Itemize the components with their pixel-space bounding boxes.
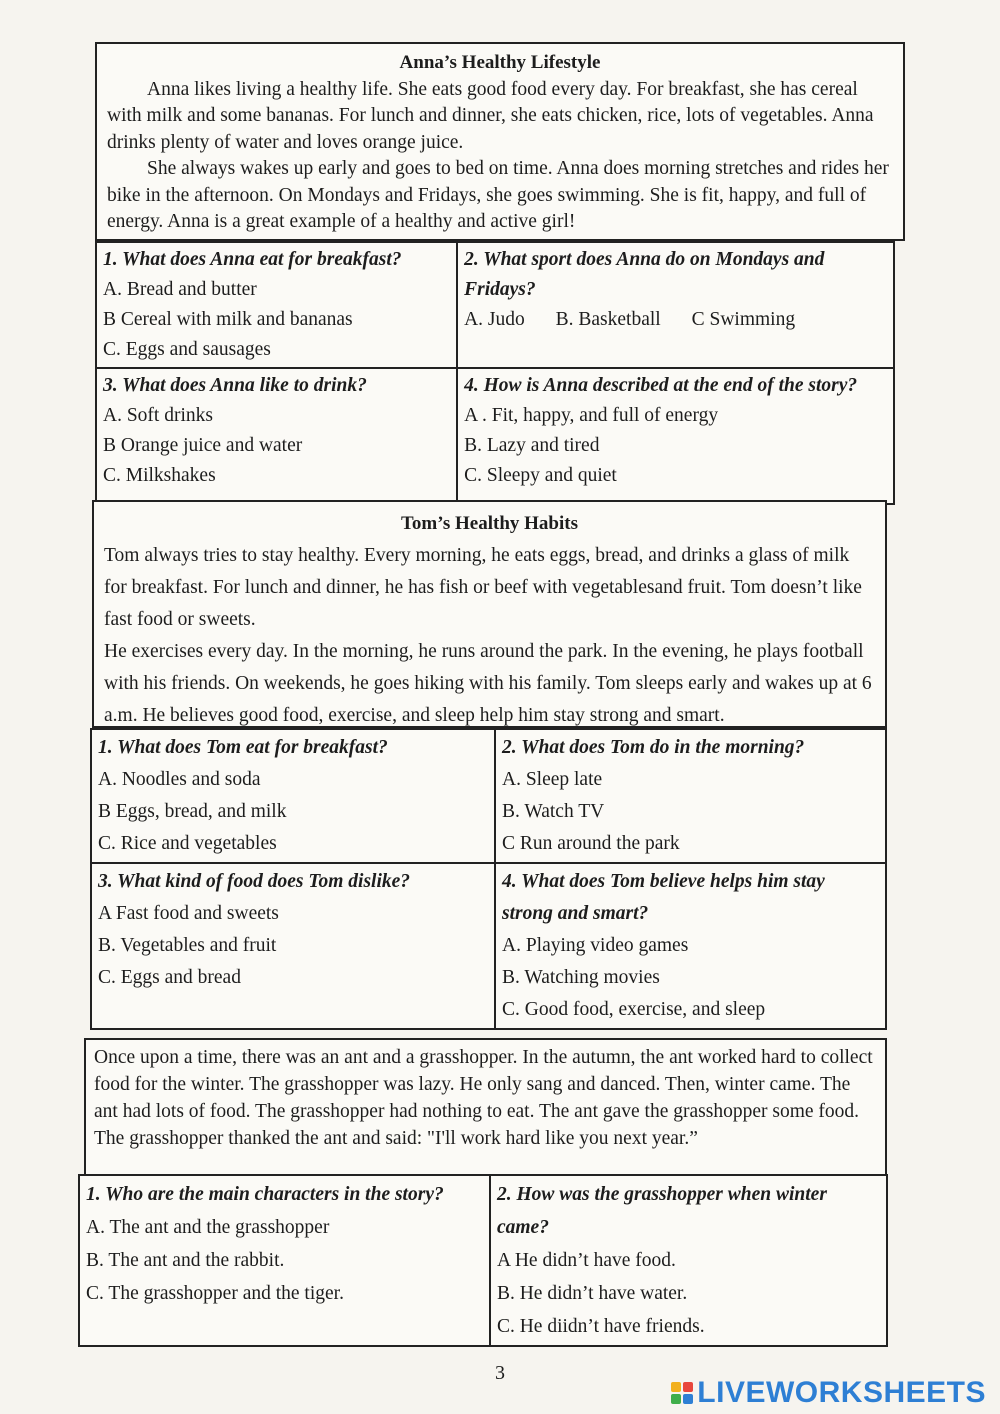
logo-square-4	[683, 1394, 693, 1404]
option-a[interactable]: A Fast food and sweets	[98, 903, 279, 924]
option-b[interactable]: B. The ant and the rabbit.	[86, 1250, 285, 1271]
ant-passage	[84, 1038, 887, 1176]
question-text: 2. What does Tom do in the morning?	[501, 737, 805, 758]
ant-question-1	[79, 1175, 490, 1346]
option-b[interactable]: B Orange juice and water	[103, 435, 303, 456]
page-number: 3	[495, 1362, 505, 1384]
tom-question-2	[495, 729, 886, 863]
anna-question-3	[96, 368, 457, 504]
anna-question-2	[457, 242, 894, 368]
tom-questions	[90, 728, 887, 1030]
option-a[interactable]: A. Sleep late	[501, 769, 603, 790]
tom-question-3	[91, 863, 495, 1029]
tom-passage	[92, 500, 887, 728]
ant-questions	[78, 1174, 888, 1347]
ant-question-2	[490, 1175, 887, 1346]
option-c[interactable]: C. Milkshakes	[103, 465, 216, 486]
option-b[interactable]: B. Basketball	[555, 309, 661, 330]
option-b[interactable]: B. He didn’t have water.	[496, 1283, 688, 1304]
anna-passage	[95, 42, 905, 241]
option-a[interactable]: A He didn’t have food.	[496, 1250, 676, 1271]
option-b[interactable]: B Cereal with milk and bananas	[103, 309, 353, 330]
anna-question-4	[457, 368, 894, 504]
option-a[interactable]: A. Playing video games	[501, 935, 689, 956]
option-c[interactable]: C. Eggs and sausages	[103, 339, 271, 360]
option-a[interactable]: A. Noodles and soda	[98, 769, 261, 790]
option-a[interactable]: A. Judo	[464, 309, 525, 330]
option-c[interactable]: C. Rice and vegetables	[98, 833, 277, 854]
anna-question-1	[96, 242, 457, 368]
option-c[interactable]: C. Good food, exercise, and sleep	[501, 999, 766, 1020]
option-c[interactable]: C. Eggs and bread	[98, 967, 241, 988]
tom-paragraph-1: Tom always tries to stay healthy. Every morning, he eats eggs, bread, and drinks a glass of milk for breakfast. For lunch and dinner, he has fish or beef with vegetablesand fruit. Tom doesn’t like fast food or sweets.	[104, 545, 862, 630]
question-text: 3. What kind of food does Tom dislike?	[98, 871, 411, 892]
tom-question-1	[91, 729, 495, 863]
tom-question-4	[495, 863, 886, 1029]
anna-paragraph-1: Anna likes living a healthy life. She eats good food every day. For breakfast, she has cereal with milk and some bananas. For lunch and dinner, she eats chicken, rice, lots of vegetables. Anna drinks plenty of water and loves orange juice.	[107, 78, 874, 153]
logo-square-1	[671, 1382, 681, 1392]
logo-square-2	[683, 1382, 693, 1392]
option-c[interactable]: C Swimming	[691, 309, 796, 330]
question-text: 1. Who are the main characters in the story?	[86, 1184, 444, 1205]
question-text: 2. How was the grasshopper when winter came?	[496, 1184, 827, 1238]
liveworksheets-wordmark: LIVEWORKSHEETS	[697, 1376, 986, 1409]
tom-title: Tom’s Healthy Habits	[400, 513, 578, 534]
anna-paragraph-2: She always wakes up early and goes to bed on time. Anna does morning stretches and rides her bike in the afternoon. On Mondays and Fridays, she goes swimming. She is fit, happy, and full of energy. Anna is a great example of a healthy and active girl!	[107, 158, 889, 232]
question-text: 2. What sport does Anna do on Mondays and Fridays?	[464, 249, 825, 300]
option-a[interactable]: A . Fit, happy, and full of energy	[464, 405, 719, 426]
option-b[interactable]: B. Vegetables and fruit	[98, 935, 277, 956]
question-text: 1. What does Anna eat for breakfast?	[103, 249, 402, 270]
logo-square-3	[671, 1394, 681, 1404]
option-c[interactable]: C. He diidn’t have friends.	[496, 1316, 705, 1337]
tom-paragraph-2: He exercises every day. In the morning, he runs around the park. In the evening, he plays football with his friends. On weekends, he goes hiking with his family. Tom sleeps early and wakes up at 6 a.m. He believes good food, exercise, and sleep help him stay strong and smart.	[104, 641, 872, 726]
option-c[interactable]: C. Sleepy and quiet	[464, 465, 617, 486]
option-c[interactable]: C Run around the park	[501, 833, 680, 854]
option-a[interactable]: A. Soft drinks	[103, 405, 213, 426]
liveworksheets-logo-icon	[671, 1382, 693, 1404]
option-b[interactable]: B. Lazy and tired	[464, 435, 600, 456]
option-b[interactable]: B Eggs, bread, and milk	[98, 801, 287, 822]
question-text: 4. What does Tom believe helps him stay strong and smart?	[501, 871, 825, 924]
option-b[interactable]: B. Watch TV	[501, 801, 605, 822]
anna-questions	[95, 241, 895, 505]
option-a[interactable]: A. The ant and the grasshopper	[86, 1217, 330, 1238]
option-b[interactable]: B. Watching movies	[501, 967, 660, 988]
anna-title: Anna’s Healthy Lifestyle	[399, 52, 601, 73]
liveworksheets-logo[interactable]	[671, 1376, 986, 1410]
question-text: 4. How is Anna described at the end of the story?	[464, 375, 858, 396]
question-text: 3. What does Anna like to drink?	[103, 375, 367, 396]
option-a[interactable]: A. Bread and butter	[103, 279, 257, 300]
question-text: 1. What does Tom eat for breakfast?	[98, 737, 388, 758]
ant-paragraph: Once upon a time, there was an ant and a grasshopper. In the autumn, the ant worked hard to collect food for the winter. The grasshopper was lazy. He only sang and danced. Then, winter came. The ant had lots of food. The grasshopper had nothing to eat. The ant gave the grasshopper some food. The grasshopper thanked the ant and said: "I'll work hard like you next year.”	[94, 1047, 873, 1149]
option-c[interactable]: C. The grasshopper and the tiger.	[86, 1283, 344, 1304]
